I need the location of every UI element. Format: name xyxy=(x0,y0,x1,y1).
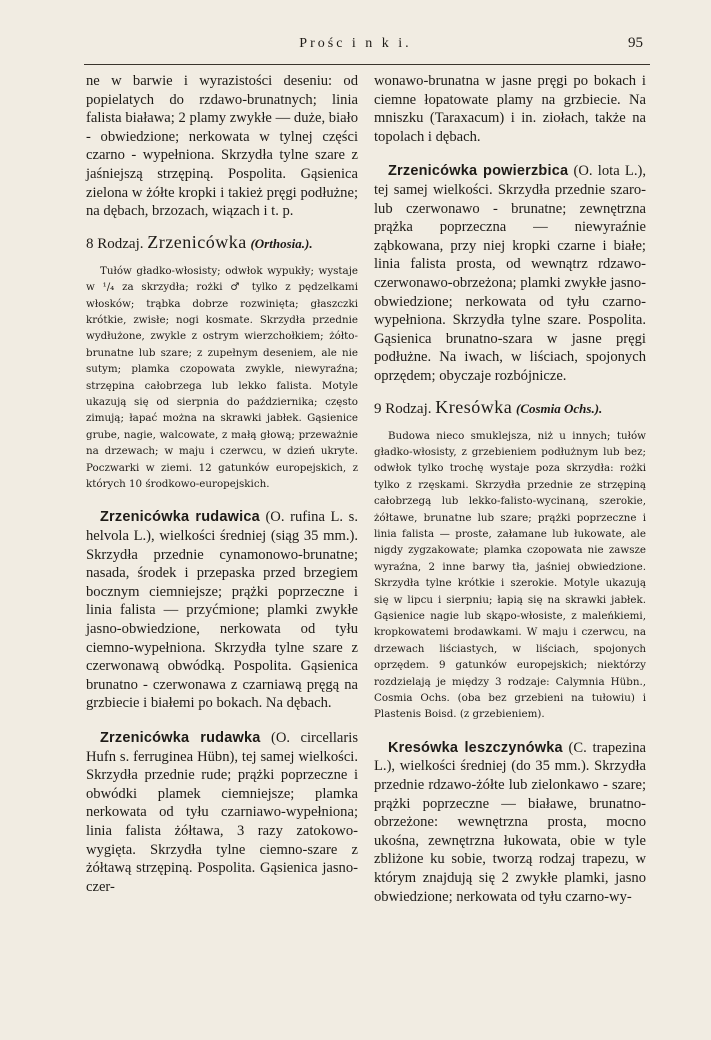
species-text: (O. rufina L. s. helvola L.), wielkości średniej (siąg 35 mm.). Skrzydła przednie cynamonowo-brunatne; nasada, środek i przepaska przed brzegiem bocznym ciemniejsze; prążki poprzeczne i linia falista — przyćmione; plamki zwykłe jasno-obwiedzione, nerkowata od tyłu ciemno-wypełniona. Skrzydła tylne szare z czerwonawą obwódką. Pospolita. Gąsienica brunatno - czerwonawa z czarniawą pręgą na grzbiecie i białemi po bokach. Na dębach. xyxy=(86,509,358,712)
genus-name: Zrzenicówka xyxy=(147,231,247,252)
species-text: (C. trapezina L.), wielkości średniej (do 35 mm.). Skrzydła przednie rdzawo-żółte lub zielonkawo - szare; prążki poprzeczne — białawe, brunatno-obrzeżone: wewnętrzna prosta, mocno ukośna, zewnętrzna łukowata, obie w tyle zbliżone ku sobie, tworzą rodzaj trapezu, w którym znajdują się 2 zwykłe plamki, jasno obwiedzione; nerkowata od tyłu czarno-wy- xyxy=(374,739,646,905)
species-entry xyxy=(86,508,358,713)
species-text: (O. circellaris Hufn s. ferruginea Hübn), tej samej wielkości. Skrzydła przednie rude; prążki poprzeczne i obwódki plamek ciemniejsze; plamka nerkowata od tyłu czarniawo-wypełniona; linia falista żółtawa, 3 razy zatokowo-wygięta. Skrzydła tylne ciemno-szare z żółtawą strzępiną. Pospolita. Gąsienica jasno-czer- xyxy=(86,729,358,895)
genus-description: Budowa nieco smuklejsza, niż u innych; tułów gładko-włosisty, z grzebieniem podłużnym lub bez; odwłok tylko trochę wystaje poza skrzydła: rożki tylko z rzęskami. Skrzydła przednie ze strzępiną całobrzegą lub lekko-falisto-wycinaną, szerokie, żółtawe, brunatne lub szare; prążki poprzeczne i linia falista — proste, załamane lub łukowate, ale nigdy zygzakowate; plamka czopowata nie zawsze wyraźna, 2 inne barwy tła, jaśniej obwiedzione. Skrzydła tylne krótkie i szerokie. Motyle ukazują się w lipcu i sierpniu; łapią się na skrawki jabłek. Gąsienice nagie lub skąpo-włosiste, z maleńkiemi, kropkowatemi brodawkami. W maju i czerwcu, na drzewach liściastych, w liściach, spojonych oprzędem. 9 gatunków europejskich; niektórzy rozdzielają je między 3 rodzaje: Calymnia Hübn., Cosmia Ochs. (oba bez grzebieni na tułowiu) i Plastenis Boisd. (z grzebieniem). xyxy=(374,429,646,721)
species-name: Zrzenicówka powierzbica xyxy=(388,163,569,180)
page-number: 95 xyxy=(628,35,643,51)
species-name: Zrzenicówka rudawica xyxy=(100,509,260,526)
species-entry xyxy=(86,729,358,896)
genus-description: Tułów gładko-włosisty; odwłok wypukły; wystaje w ¹/₄ za skrzydła; rożki ♂ tylko z pędzelkami włosków; trąbka dobrze rozwinięta; głaszczki krótkie, zwisłe; nogi kosmate. Skrzydła przednie wydłużone, zwykle z ostrym wierzchołkiem; żółto-brunatne lub szare; z zupełnym deseniem, ale nie sutym; plamka czopowata zwykle, niewyraźna; strzępina całobrzega lub lekko falista. Motyle ukazują się od sierpnia do października; często zimują; łapać można na skrawki jabłek. Gąsienice grube, nagie, walcowate, z małą głową; przeważnie na drzewach; w maju i czerwcu, w dzień ukryte. Poczwarki w ziemi. 12 gatunków europejskich, z których 10 środkowo-europejskich. xyxy=(86,264,358,491)
species-name: Kresówka leszczynówka xyxy=(388,739,563,756)
genus-heading xyxy=(374,396,646,420)
genus-number: 8 Rodzaj. xyxy=(86,235,144,252)
genus-name: Kresówka xyxy=(435,396,513,417)
species-entry xyxy=(374,162,646,385)
genus-latin-name: (Orthosia.). xyxy=(250,235,313,251)
species-name: Zrzenicówka rudawka xyxy=(100,729,261,746)
genus-number: 9 Rodzaj. xyxy=(374,400,432,417)
left-column xyxy=(86,72,358,896)
species-entry xyxy=(374,739,646,906)
genus-heading xyxy=(86,231,358,255)
paragraph-continuation: wonawo-brunatna w jasne pręgi po bokach i ciemne łopatowate plamy na grzbiecie. Na mniszku (Taraxacum) i in. ziołach, także na topolach i dębach. xyxy=(374,73,646,145)
species-text: (O. lota L.), tej samej wielkości. Skrzydła przednie szaro- lub czerwonawo - brunatne; zewnętrzna prążka poprzeczna — niewyraźnie ząbkowana, przy niej kropki czarne i białe; linia falista prosta, od wewnątrz rdzawo-czerwonawo-obrzeżona; plamki zwykłe jasno-obwiedzione; nerkowata od tyłu czarno-wypełniona. Skrzydła tylne szare. Pospolita. Gąsienica brunatno-szara w jasne pręgi podłużne. Na iwach, w liściach, spojonych oprzędem; obyczaje rozbójnicze. xyxy=(374,163,646,384)
header-rule xyxy=(84,64,650,65)
paragraph-continuation: ne w barwie i wyrazistości deseniu: od popielatych do rzdawo-brunatnych; linia falista biaława; 2 plamy zwykłe — duże, biało - obwiedzione; nerkowata w tylnej części czarno - wypełniona. Skrzydła tylne szare z jaśniejszą strzępiną. Pospolita. Gąsienica zielona w żółte kropki i takież pręgi podłużne; na dębach, brzozach, wiązach i t. p. xyxy=(86,73,358,220)
genus-latin-name: (Cosmia Ochs.). xyxy=(515,400,603,416)
running-head: Prośc i n k i. xyxy=(299,36,412,51)
right-column xyxy=(374,72,646,906)
